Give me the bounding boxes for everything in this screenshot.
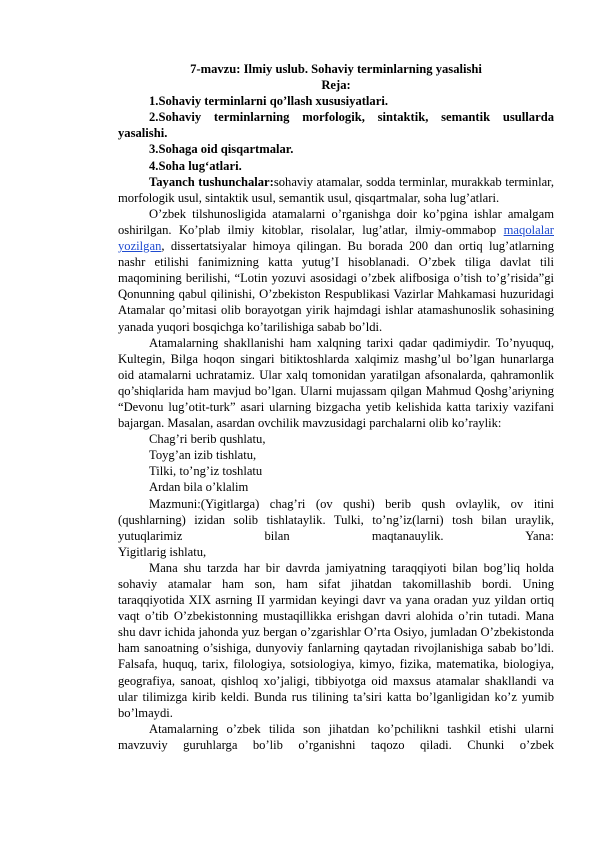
plan-item-4: 4.Soha lug‘atlari. [149, 158, 242, 173]
plan-heading: Reja: [321, 78, 351, 93]
key-concepts-paragraph [118, 174, 554, 206]
poem-line-3: Tilki, to’ng’iz toshlatu [149, 464, 263, 479]
paragraph-3-tail: Yigitlarig ishlatu, [118, 544, 207, 559]
paragraph-4: Mana shu tarzda har bir davrda jamiyatning taraqqiyoti bilan bog’liq holda sohaviy atamalar ham son, ham sifat jihatdan takomillashib bordi. Uning taraqqiyotida XIX asrning II yarmidan keyingi davr va yana oradan yuz yildan ortiq vaqt o’tib O’zbekistonning mustaqillikka erishgan davri alohida o’rin tutadi. Mana shu davr ichida jahonda yuz bergan o’zgarishlar O’rta Osiyo, jumladan O’zbekistonda ham sanoatning o’sishiga, dunyoviy fanlarning qaytadan rivojlanishiga sabab bo’ldi. Falsafa, huquq, tarix, filologiya, sotsiologiya, kimyo, fizika, matematika, biologiya, geografiya, sanoat, qishloq xo’jaligi, tibbiyotga oid maxsus atamalar shakllandi va ular tilimizga kirib keldi. Bunda rus tilining ta’siri katta bo’lganligidan ko’z yumib bo’lmaydi. [118, 560, 554, 720]
key-concepts-label: Tayanch tushunchalar: [149, 174, 274, 189]
document-page [118, 61, 554, 753]
paragraph-1-start: O’zbek tilshunosligida atamalarni o’rganishga doir ko’pgina ishlar amalgam oshirilgan. Ko’plab ilmiy kitoblar, risolalar, lug’atlar, ilmiy-ommabop [118, 206, 554, 237]
key-concepts-text: sohaviy atamalar, sodda terminlar, murakkab terminlar, morfologik usul, sintaktik usul, semantik usul, qisqartmalar, soha lug’atlari. [118, 174, 554, 205]
poem-line-4: Ardan bila o’klalim [149, 480, 249, 495]
page-title: 7-mavzu: Ilmiy uslub. Sohaviy terminlarning yasalishi [190, 62, 482, 76]
plan-item-1: 1.Sohaviy terminlarni qo’llash xususiyatlari. [149, 94, 388, 109]
paragraph-2: Atamalarning shakllanishi ham xalqning tarixi qadar qadimiydir. To’nyuquq, Kultegin, Bilga hoqon singari bitiktoshlarda xalqimiz mashg’ul bo’lgan hunarlarga oid atamalarni uchratamiz. Ular xalq tomonidan yaratilgan afsonalarda, qahramonlik qo’shiqlarida ham mavjud bo’lgan. Ularni mujassam qilgan Mahmud Qoshg’ariyning “Devonu lug’otit-turk” asari ularning bizgacha yetib kelishida katta tarixiy vazifani bajargan. Masalan, asardan ovchilik mavzusidagi parchalarni olib ko’raylik: [118, 335, 554, 431]
paragraph-1-end: , dissertatsiyalar himoya qilingan. Bu borada 200 dan ortiq lug’atlarning nashr etilishi fanimizning katta yutug’I hisoblanadi. O’zbek tiliga davlat tili maqomining berilishi, “Lotin yozuvi asosidagi o’zbek alifbosiga o’tish to’g’risida”gi Qonunning qabul qilinishi, O’zbekiston Respublikasi Vazirlar Mahkamasi huzuridagi Atamalar qo’mitasi olib borayotgan yirik hajmdagi ishlar atamashunoslik sohasining yanada yuqori bosqichga ko’tarilishiga sabab bo’ldi. [118, 239, 554, 334]
articles-link[interactable]: maqolalar yozilgan [118, 222, 554, 254]
paragraph-1 [118, 206, 554, 335]
poem-line-1: Chag’ri berib qushlatu, [149, 432, 266, 447]
paragraph-5: Atamalarning o’zbek tilida son jihatdan ko’pchilikni tashkil etishi ularni mavzuviy guruhlarga bo’lib o’rganishni taqozo qiladi. Chunki o’zbek [118, 721, 554, 752]
paragraph-3: Mazmuni:(Yigitlarga) chag’ri (ov qushi) berib qush ovlaylik, ov itini (qushlarning) izidan solib tishlataylik. Tulki, to’ng’iz(larni) tosh bilan uraylik, yutuqlarimiz bilan maqtanauylik. Yana: [118, 496, 554, 543]
plan-item-3: 3.Sohaga oid qisqartmalar. [149, 142, 294, 157]
poem-line-2: Toyg’an izib tishlatu, [149, 448, 257, 463]
plan-item-2: 2.Sohaviy terminlarning morfologik, sintaktik, semantik usullarda yasalishi. [118, 110, 554, 141]
